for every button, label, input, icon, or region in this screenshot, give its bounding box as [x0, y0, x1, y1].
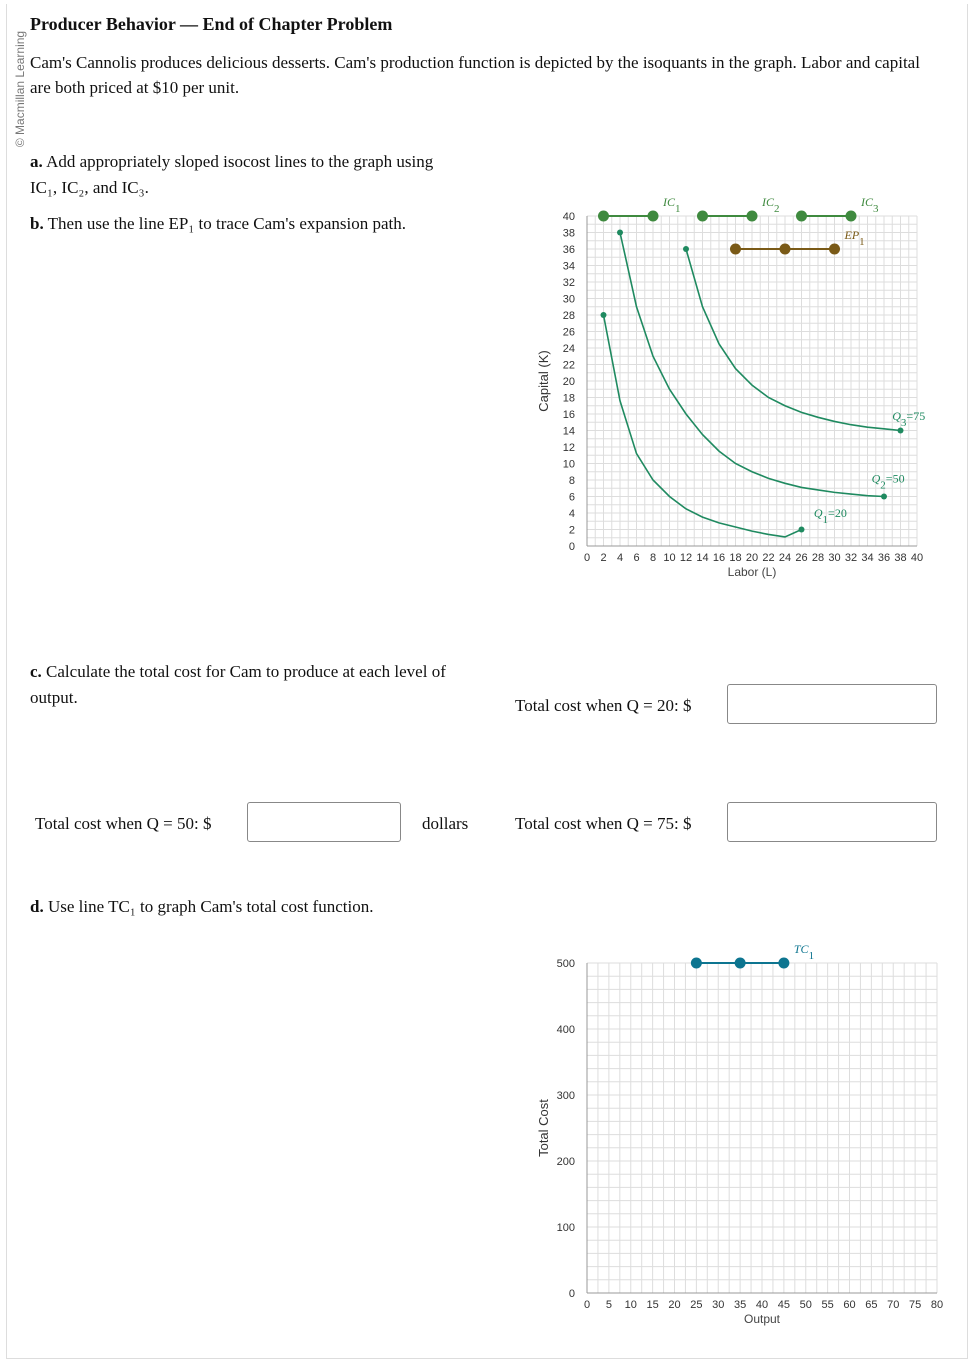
x-tick-label: 10 [624, 1299, 637, 1311]
y-tick-label: 34 [562, 260, 575, 273]
tool-handle-ic3[interactable] [796, 211, 807, 222]
y-tick-label: 4 [568, 508, 575, 520]
part-a [30, 149, 480, 201]
y-tick-label: 300 [556, 1090, 575, 1102]
q20-cost-input[interactable] [727, 684, 937, 724]
part-b-letter: b. [30, 214, 44, 233]
part-d [30, 894, 480, 920]
y-tick-label: 8 [568, 475, 575, 487]
x-tick-label: 32 [844, 552, 858, 564]
x-tick-label: 60 [843, 1299, 856, 1311]
x-tick-label: 65 [865, 1299, 878, 1311]
isoquant-chart[interactable] [530, 190, 950, 590]
q75-cost-input[interactable] [727, 802, 937, 842]
x-tick-label: 35 [734, 1299, 747, 1311]
isoquant-label-1: Q1=20 [813, 506, 847, 527]
x-tick-label: 55 [821, 1299, 834, 1311]
x-tick-label: 18 [729, 552, 742, 564]
x-tick-label: 10 [663, 552, 676, 564]
x-tick-label: 50 [799, 1299, 812, 1311]
x-tick-label: 38 [894, 552, 907, 564]
part-d-letter: d. [30, 897, 44, 916]
y-axis-label: Capital (K) [536, 350, 551, 412]
part-b-text: Then use the line EP₁ to trace Cam's expansion path. [47, 214, 407, 233]
y-tick-label: 28 [562, 310, 575, 322]
x-tick-label: 30 [712, 1299, 725, 1311]
part-d-text: Use line TC₁ to graph Cam's total cost function. [47, 897, 374, 916]
tool-label-ic2: IC2 [762, 195, 780, 215]
tool-label-ic1: IC1 [663, 195, 681, 215]
units-label: dollars [422, 814, 469, 833]
total-cost-chart[interactable] [530, 935, 960, 1335]
page-title: Producer Behavior — End of Chapter Problem [30, 14, 393, 34]
y-tick-label: 10 [562, 458, 575, 471]
y-tick-label: 22 [562, 359, 575, 372]
tool-label-ep1: EP1 [844, 228, 865, 248]
x-axis-label: Output [743, 1312, 781, 1326]
x-tick-label: 0 [583, 552, 591, 564]
y-tick-label: 26 [562, 326, 575, 339]
part-a-line2: IC₁, IC₂, and IC₃. [30, 178, 149, 197]
x-tick-label: 16 [712, 552, 726, 564]
x-tick-label: 80 [930, 1299, 944, 1311]
tool-handle-ic1[interactable] [598, 211, 609, 222]
x-tick-label: 40 [755, 1299, 769, 1311]
y-tick-label: 30 [562, 293, 575, 306]
y-tick-label: 200 [556, 1156, 575, 1168]
tool-label-tc1: TC1 [793, 942, 815, 962]
y-tick-label: 100 [556, 1222, 575, 1234]
part-c-letter: c. [30, 662, 42, 681]
y-tick-label: 18 [562, 392, 575, 405]
tool-handle-ep1[interactable] [829, 244, 840, 255]
y-tick-label: 2 [568, 524, 575, 537]
x-tick-label: 24 [778, 552, 792, 564]
x-tick-label: 45 [777, 1299, 790, 1311]
tool-handle-ep1[interactable] [780, 244, 791, 255]
part-a-text: Add appropriately sloped isocost lines to the graph using [46, 152, 434, 171]
tool-handle-ic2[interactable] [697, 211, 708, 222]
y-tick-label: 20 [562, 376, 575, 388]
x-tick-label: 75 [909, 1299, 922, 1311]
isoquant-label-2: Q2=50 [871, 471, 905, 492]
x-tick-label: 15 [646, 1299, 659, 1311]
isoquant-endpoint [601, 312, 607, 318]
isoquant-endpoint [799, 527, 805, 533]
y-tick-label: 500 [556, 958, 575, 970]
y-tick-label: 24 [562, 343, 575, 355]
x-tick-label: 20 [745, 552, 759, 564]
x-tick-label: 8 [649, 552, 657, 564]
tool-handle-ep1[interactable] [730, 244, 741, 255]
y-tick-label: 38 [562, 227, 575, 240]
y-tick-label: 400 [556, 1024, 575, 1036]
y-tick-label: 6 [568, 491, 575, 504]
y-tick-label: 0 [568, 541, 575, 553]
y-tick-label: 0 [568, 1288, 575, 1300]
x-tick-label: 12 [679, 552, 693, 564]
tool-handle-ic3[interactable] [846, 211, 857, 222]
tool-handle-tc1[interactable] [778, 958, 789, 969]
tool-handle-tc1[interactable] [735, 958, 746, 969]
part-c [30, 659, 480, 711]
q20-label: Total cost when Q = 20: $ [515, 696, 692, 715]
y-axis-label: Total Cost [536, 1099, 551, 1157]
x-tick-label: 4 [616, 552, 624, 564]
x-tick-label: 70 [887, 1299, 900, 1311]
x-tick-label: 36 [877, 552, 891, 564]
isoquant-endpoint [881, 494, 887, 500]
q75-label: Total cost when Q = 75: $ [515, 814, 692, 833]
x-tick-label: 40 [910, 552, 924, 564]
part-c-text: Calculate the total cost for Cam to produce at each level of output. [30, 662, 446, 707]
y-tick-label: 40 [562, 211, 575, 223]
y-tick-label: 16 [562, 409, 575, 421]
x-tick-label: 28 [811, 552, 825, 564]
x-tick-label: 26 [795, 552, 808, 564]
y-tick-label: 32 [562, 277, 575, 289]
x-tick-label: 22 [762, 552, 775, 564]
part-b [30, 211, 480, 237]
tool-handle-ic2[interactable] [747, 211, 758, 222]
isoquant-endpoint [617, 230, 623, 236]
isoquant-endpoint [683, 246, 689, 252]
x-tick-label: 6 [633, 552, 640, 564]
part-a-letter: a. [30, 152, 43, 171]
intro-text: Cam's Cannolis produces delicious desserts. Cam's production function is depicted by the isoquants in the graph. Labor and capital are both priced at $10 per unit. [30, 53, 920, 97]
x-axis-label: Labor (L) [727, 565, 777, 579]
y-tick-label: 12 [562, 442, 575, 454]
q50-cost-input[interactable] [247, 802, 401, 842]
x-tick-label: 34 [861, 552, 874, 564]
y-tick-label: 14 [562, 425, 575, 438]
tool-label-ic3: IC3 [861, 195, 879, 215]
tool-handle-tc1[interactable] [691, 958, 702, 969]
q50-label: Total cost when Q = 50: $ [35, 814, 212, 833]
x-tick-label: 5 [605, 1299, 612, 1311]
x-tick-label: 25 [690, 1299, 703, 1311]
x-tick-label: 14 [696, 552, 709, 564]
y-tick-label: 36 [562, 244, 575, 256]
x-tick-label: 2 [600, 552, 607, 564]
isoquant-label-3: Q3=75 [892, 408, 926, 429]
tool-handle-ic1[interactable] [648, 211, 659, 222]
x-tick-label: 30 [828, 552, 841, 564]
x-tick-label: 20 [668, 1299, 681, 1311]
x-tick-label: 0 [583, 1299, 591, 1311]
copyright-sidebar: © Macmillan Learning [13, 30, 28, 148]
